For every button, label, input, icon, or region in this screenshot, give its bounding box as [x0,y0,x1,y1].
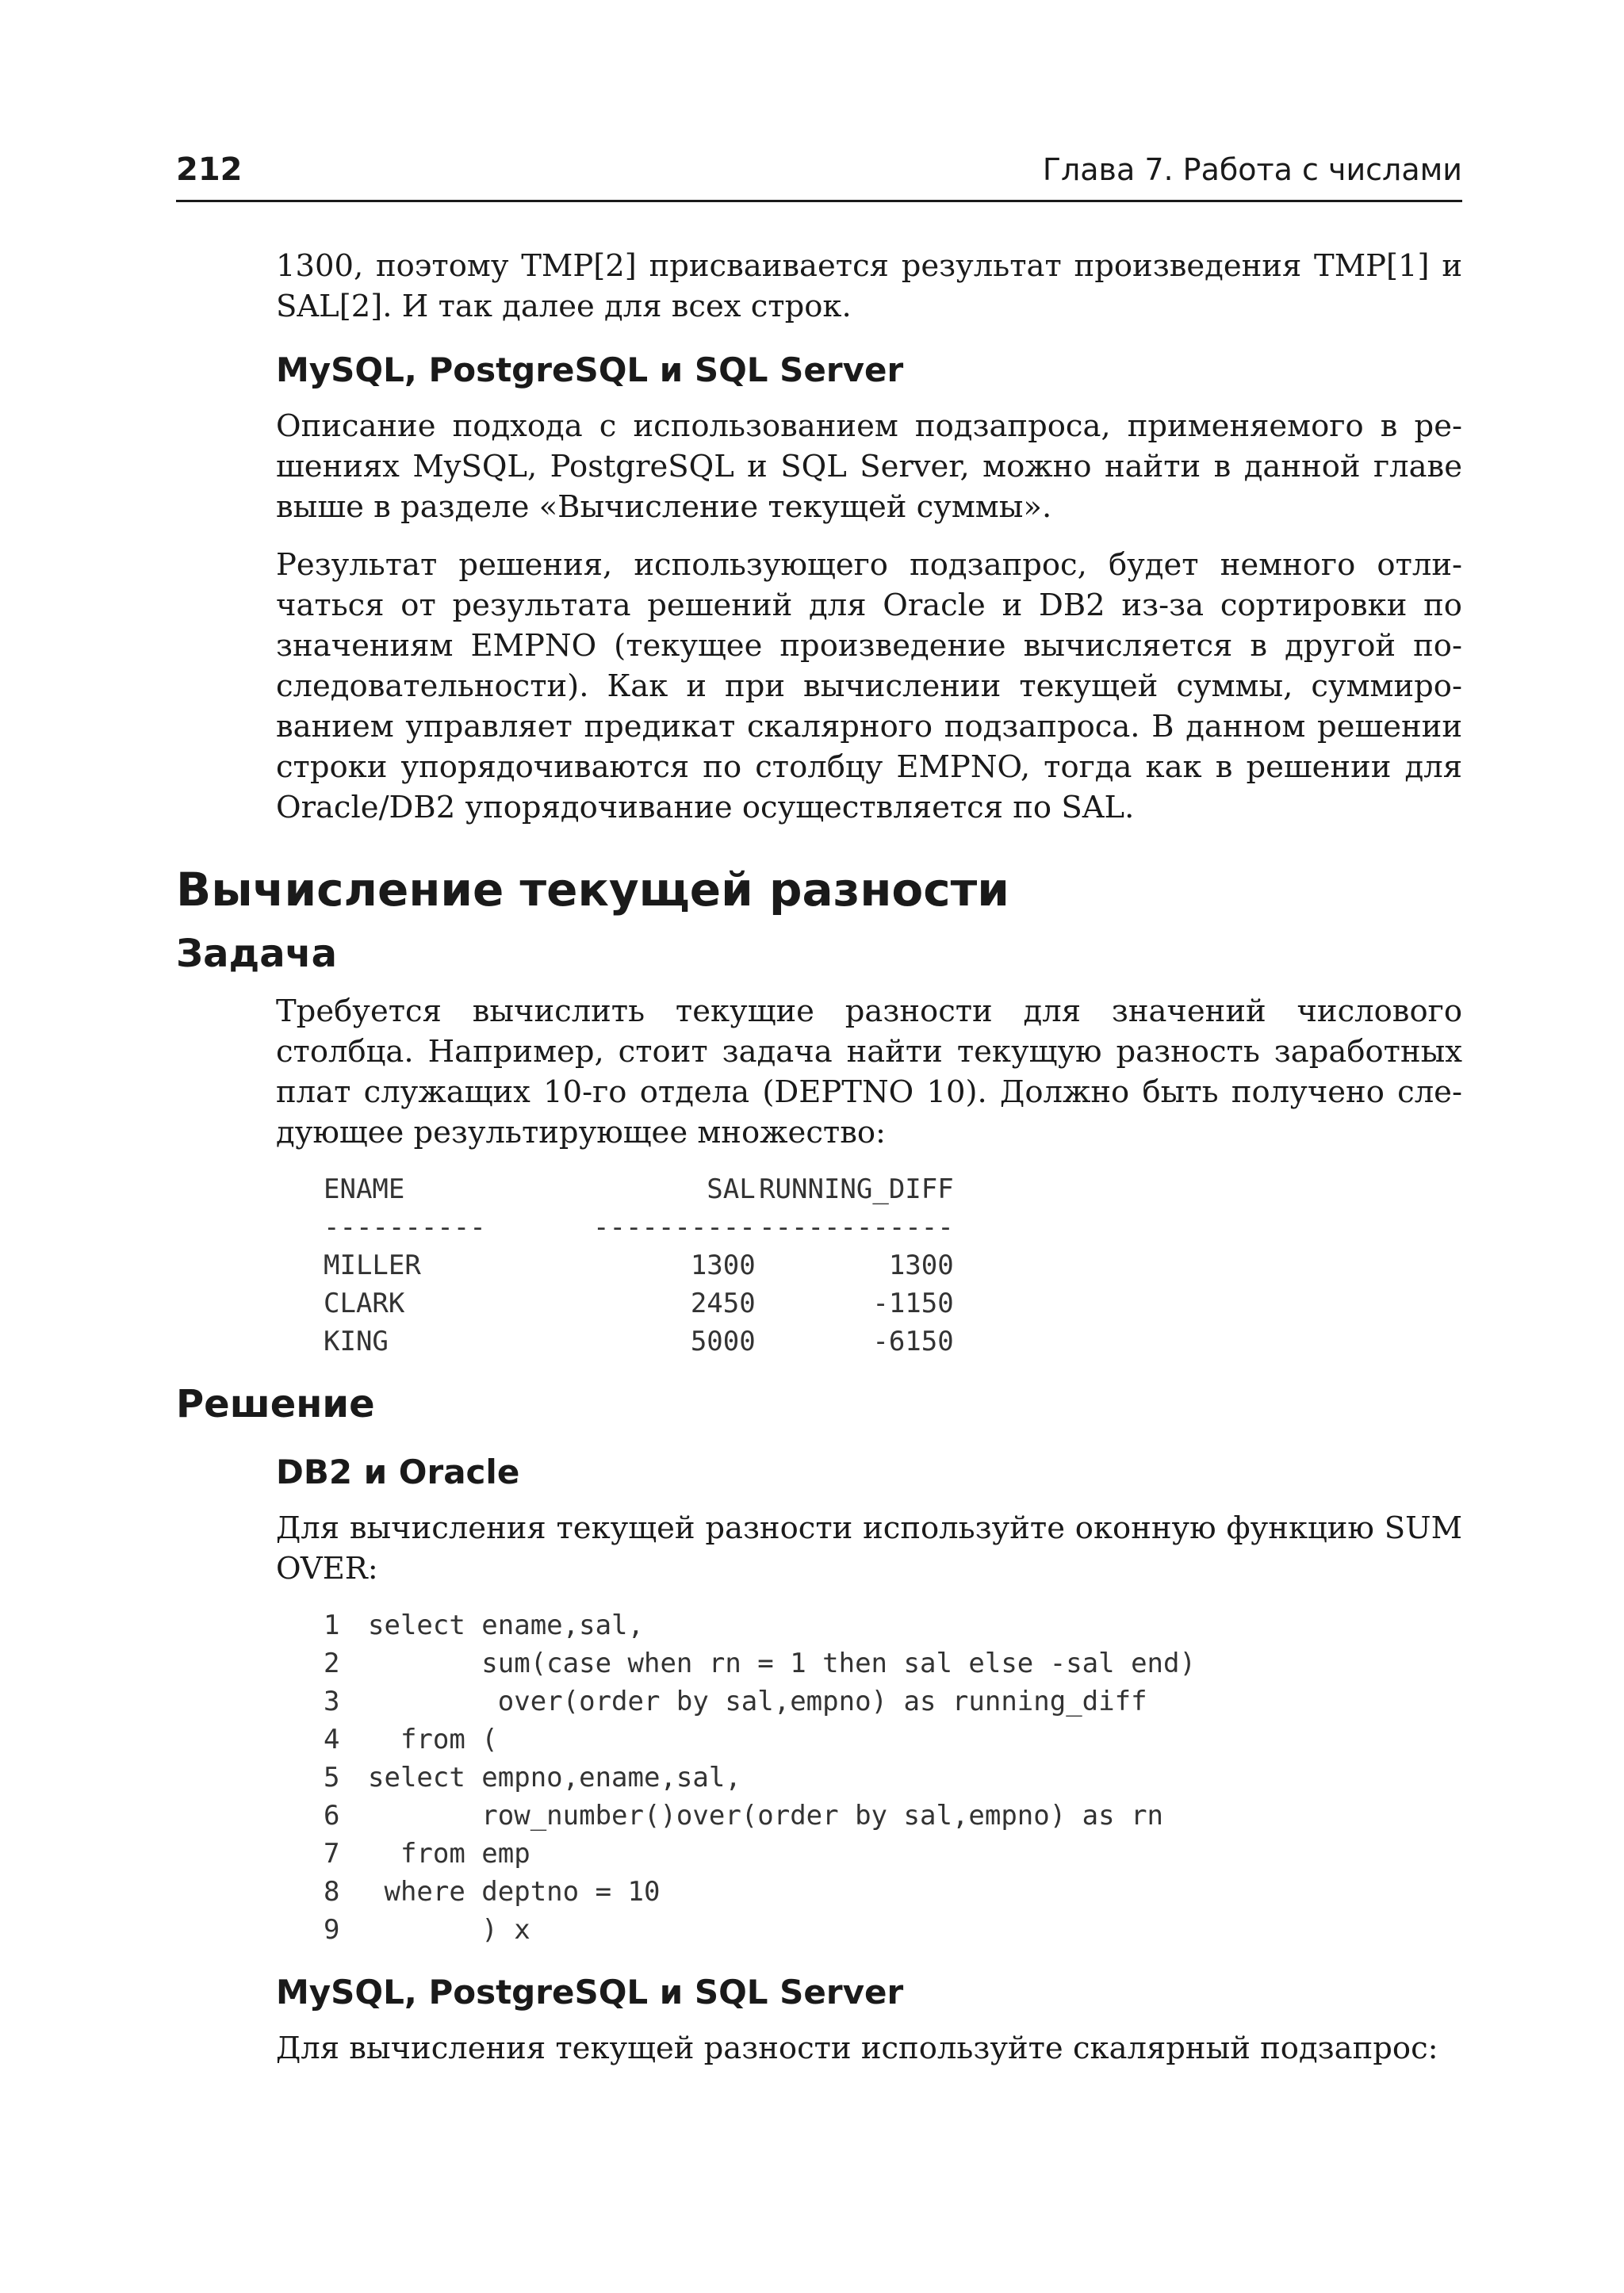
paragraph-db2-oracle: Для вычисления текущей разности используйте оконную функцию SUM OVER: [276,1510,1462,1587]
paragraph-mysql-description: Описание подхода с использованием подзапроса, применяемого в решениях MySQL, PostgreSQL и SQL Server, можно найти в данной главе выше в разделе «Вычисление текущей суммы». [276,408,1462,525]
code-line [324,1835,1462,1873]
line-number: 4 [324,1724,340,1755]
code-line [324,1721,1462,1759]
table-row [324,1323,954,1361]
cell-ename: MILLER [324,1250,421,1281]
page-content [176,246,1462,2086]
page-number: 212 [176,151,243,188]
code-text: ) x [368,1914,530,1946]
code-line [324,1911,1462,1949]
cell-running-diff: -1150 [872,1288,954,1319]
paragraph-task: Требуется вычислить текущие разности для значений числового столбца. Например, стоит задача найти текущую разность заработных плат служащих 10-го отдела (DEPTNO 10). Должно быть получено следующее результирующее множество: [276,993,1462,1150]
heading-mysql-postgresql-sqlserver-1: MySQL, PostgreSQL и SQL Server [276,350,904,389]
heading-mysql-postgresql-sqlserver-2: MySQL, PostgreSQL и SQL Server [276,1973,904,2012]
cell-running-diff: -6150 [872,1326,954,1357]
line-number: 8 [324,1876,340,1908]
task-heading: Задача [176,932,337,976]
separator-running-diff: ------------ [759,1212,954,1243]
section-title: Вычисление текущей разности [176,863,1009,917]
chapter-title: Глава 7. Работа с числами [1042,152,1462,187]
code-text: select empno,ename,sal, [368,1762,741,1793]
cell-running-diff: 1300 [888,1250,954,1281]
table-row [324,1246,954,1284]
code-text: select ename,sal, [368,1610,644,1641]
column-header-ename: ENAME [324,1173,405,1205]
column-header-running-diff: RUNNING_DIFF [759,1173,954,1205]
code-text: from ( [368,1724,498,1755]
code-text: from emp [368,1838,530,1870]
code-line [324,1606,1462,1644]
line-number: 6 [324,1800,340,1832]
line-number: 1 [324,1610,340,1641]
line-number: 2 [324,1648,340,1679]
line-number: 3 [324,1686,340,1717]
separator-sal: ---------- [593,1212,756,1243]
intro-block [276,246,1462,828]
table-header-row [324,1170,954,1208]
line-number: 7 [324,1838,340,1870]
mysql-solution-block [276,1971,1462,2069]
cell-sal: 1300 [690,1250,756,1281]
column-header-sal: SAL [707,1173,756,1205]
code-line [324,1682,1462,1721]
code-listing [324,1606,1462,1949]
code-text: row_number()over(order by sal,empno) as rn [368,1800,1164,1832]
code-text: sum(case when rn = 1 then sal else -sal end) [368,1648,1196,1679]
cell-ename: KING [324,1326,389,1357]
paragraph-intro: 1300, поэтому TMP[2] присваивается результат произведения TMP[1] и SAL[2]. И так далее для всех строк. [276,248,1462,324]
code-text: where deptno = 10 [368,1876,661,1908]
heading-db2-oracle: DB2 и Oracle [276,1453,520,1491]
task-block [276,991,1462,1153]
db2-oracle-block [276,1451,1462,1589]
code-text: over(order by sal,empno) as running_diff [368,1686,1147,1717]
separator-ename: ---------- [324,1212,486,1243]
paragraph-mysql-solution: Для вычисления текущей разности используйте скалярный подзапрос: [276,2031,1438,2066]
line-number: 5 [324,1762,340,1793]
cell-sal: 5000 [690,1326,756,1357]
solution-heading: Решение [176,1382,375,1426]
cell-ename: CLARK [324,1288,405,1319]
table-row [324,1284,954,1323]
cell-sal: 2450 [690,1288,756,1319]
code-line [324,1759,1462,1797]
code-line [324,1873,1462,1911]
code-line [324,1644,1462,1682]
result-set-table [324,1170,954,1361]
code-line [324,1797,1462,1835]
line-number: 9 [324,1914,340,1946]
table-separator-row [324,1208,954,1246]
running-header [176,147,1462,202]
paragraph-mysql-result-note: Результат решения, использующего подзапрос, будет немного отличаться от результата решений для Oracle и DB2 из-за сортировки по значениям EMPNO (текущее произведение вычисляется в другой последовательности). Как и при вычислении текущей суммы, суммированием управляет предикат скалярного подзапроса. В данном решении строки упорядочиваются по столбцу EMPNO, тогда как в решении для Oracle/DB2 упорядочивание осуществляется по SAL. [276,547,1462,825]
